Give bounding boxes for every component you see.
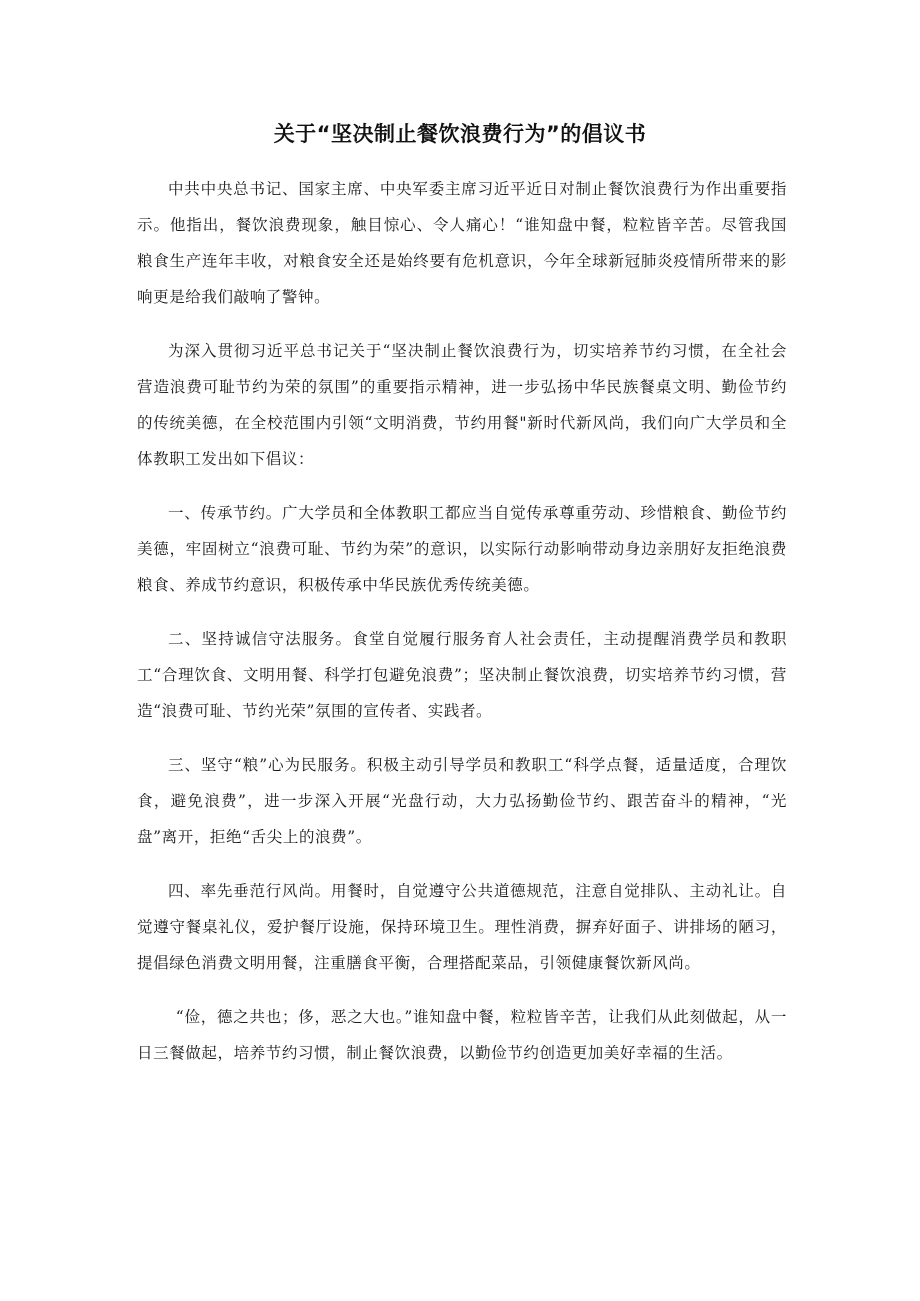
paragraph-item-2: 二、坚持诚信守法服务。食堂自觉履行服务育人社会责任，主动提醒消费学员和教职工“合理饮食、文明用餐、科学打包避免浪费”；坚决制止餐饮浪费，切实培养节约习惯，营造“浪费可耻、节约光荣”氛围的宣传者、实践者。 [137, 630, 787, 720]
paragraph-closing: “俭，德之共也；侈，恶之大也。”谁知盘中餐，粒粒皆辛苦，让我们从此刻做起，从一日三餐做起，培养节约习惯，制止餐饮浪费，以勤俭节约创造更加美好幸福的生活。 [137, 1008, 787, 1062]
document-title: 关于“坚决制止餐饮浪费行为”的倡议书 [273, 122, 647, 146]
paragraph-item-4: 四、率先垂范行风尚。用餐时，自觉遵守公共道德规范，注意自觉排队、主动礼让。自觉遵守餐桌礼仪，爱护餐厅设施，保持环境卫生。理性消费，摒弃好面子、讲排场的陋习，提倡绿色消费文明用餐，注重膳食平衡，合理搭配菜品，引领健康餐饮新风尚。 [137, 882, 787, 972]
document-body [137, 171, 787, 1089]
paragraph-intro: 中共中央总书记、国家主席、中央军委主席习近平近日对制止餐饮浪费行为作出重要指示。他指出，餐饮浪费现象，触目惊心、令人痛心！“谁知盘中餐，粒粒皆辛苦。尽管我国粮食生产连年丰收，对粮食安全还是始终要有危机意识，今年全球新冠肺炎疫情所带来的影响更是给我们敲响了警钟。 [137, 180, 787, 306]
paragraph-item-1: 一、传承节约。广大学员和全体教职工都应当自觉传承尊重劳动、珍惜粮食、勤俭节约美德，牢固树立“浪费可耻、节约为荣”的意识，以实际行动影响带动身边亲朋好友拒绝浪费粮食、养成节约意识，积极传承中华民族优秀传统美德。 [137, 504, 787, 594]
paragraph-purpose: 为深入贯彻习近平总书记关于“坚决制止餐饮浪费行为，切实培养节约习惯，在全社会营造浪费可耻节约为荣的氛围”的重要指示精神，进一步弘扬中华民族餐桌文明、勤俭节约的传统美德，在全校范围内引领“文明消费，节约用餐"新时代新风尚，我们向广大学员和全体教职工发出如下倡议： [137, 342, 787, 468]
paragraph-item-3: 三、坚守“粮”心为民服务。积极主动引导学员和教职工“科学点餐，适量适度，合理饮食，避免浪费”，进一步深入开展“光盘行动，大力弘扬勤俭节约、跟苦奋斗的精神，“光盘”离开，拒绝“舌尖上的浪费”。 [137, 756, 787, 846]
